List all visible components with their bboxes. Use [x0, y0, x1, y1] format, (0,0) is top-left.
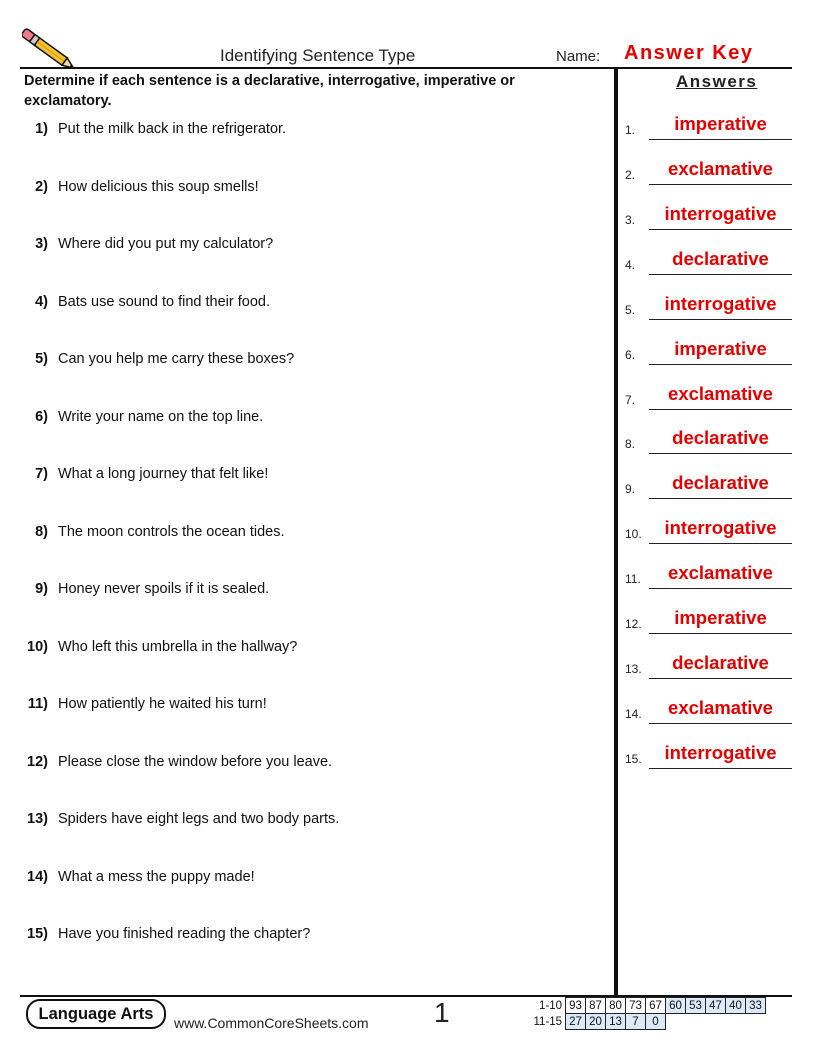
- score-cell: 67: [646, 998, 666, 1014]
- answer-line: [649, 274, 792, 275]
- answer-line: [649, 409, 792, 410]
- answer-number: 13.: [625, 662, 642, 676]
- question-text: Spiders have eight legs and two body parts.: [58, 811, 340, 827]
- answer-number: 15.: [625, 752, 642, 766]
- answer-item: [0, 383, 816, 413]
- answer-text: interrogative: [664, 293, 777, 314]
- question-item: [0, 926, 600, 950]
- answer-item: [0, 607, 816, 637]
- name-label: Name:: [556, 48, 601, 65]
- page-title: Identifying Sentence Type: [220, 46, 416, 65]
- answer-number: 3.: [625, 213, 636, 227]
- answer-number: 5.: [625, 303, 636, 317]
- answer-item: [0, 742, 816, 772]
- pencil-icon: [22, 22, 82, 70]
- score-cell: 33: [746, 998, 766, 1014]
- question-item: [0, 869, 600, 893]
- answer-number: 2.: [625, 168, 636, 182]
- question-text: What a long journey that felt like!: [58, 466, 269, 482]
- score-row-label: 11-15: [533, 1015, 562, 1028]
- website-link[interactable]: www.CommonCoreSheets.com: [174, 1015, 369, 1031]
- question-text: Write your name on the top line.: [58, 409, 264, 425]
- score-row: [528, 1014, 766, 1030]
- answer-number: 1.: [625, 123, 636, 137]
- question-number: 10): [27, 639, 48, 655]
- answer-text: interrogative: [664, 203, 777, 224]
- answer-text: exclamative: [668, 158, 773, 179]
- answer-line: [649, 139, 792, 140]
- answer-item: [0, 517, 816, 547]
- question-number: 9): [35, 581, 48, 597]
- header-rule: [20, 67, 792, 69]
- answer-line: [649, 588, 792, 589]
- question-text: Have you finished reading the chapter?: [58, 926, 311, 942]
- answer-line: [649, 723, 792, 724]
- score-cell: 27: [566, 1014, 586, 1030]
- answer-text: imperative: [674, 607, 767, 628]
- question-text: The moon controls the ocean tides.: [58, 524, 285, 540]
- question-number: 5): [35, 351, 48, 367]
- answer-line: [649, 229, 792, 230]
- answer-text: interrogative: [664, 742, 777, 763]
- question-number: 11): [27, 696, 48, 712]
- answer-line: [649, 364, 792, 365]
- question-text: Can you help me carry these boxes?: [58, 351, 295, 367]
- answer-text: declarative: [672, 472, 769, 493]
- score-cell: 80: [606, 998, 626, 1014]
- score-cell: 7: [626, 1014, 646, 1030]
- score-cell-empty: [746, 1014, 766, 1030]
- answer-number: 7.: [625, 393, 636, 407]
- answer-text: interrogative: [664, 517, 777, 538]
- question-text: Put the milk back in the refrigerator.: [58, 121, 287, 137]
- answer-text: imperative: [674, 338, 767, 359]
- score-cell-empty: [666, 1014, 686, 1030]
- answer-line: [649, 453, 792, 454]
- score-row-label: 1-10: [538, 999, 562, 1012]
- score-cell: 0: [646, 1014, 666, 1030]
- answer-line: [649, 184, 792, 185]
- question-text: What a mess the puppy made!: [58, 869, 255, 885]
- score-table: [528, 997, 766, 1030]
- score-cell: 93: [566, 998, 586, 1014]
- question-text: How delicious this soup smells!: [58, 179, 259, 195]
- question-text: Where did you put my calculator?: [58, 236, 274, 252]
- question-number: 7): [35, 466, 48, 482]
- answer-item: [0, 158, 816, 188]
- instructions: Determine if each sentence is a declarative, interrogative, imperative or exclamatory.: [24, 73, 515, 109]
- score-row: [528, 998, 766, 1014]
- answer-text: exclamative: [668, 562, 773, 583]
- score-cell: 13: [606, 1014, 626, 1030]
- question-text: How patiently he waited his turn!: [58, 696, 267, 712]
- answer-text: imperative: [674, 113, 767, 134]
- subject-badge: Language Arts: [26, 999, 166, 1029]
- question-number: 14): [27, 869, 48, 885]
- question-text: Who left this umbrella in the hallway?: [58, 639, 298, 655]
- answer-item: [0, 562, 816, 592]
- answer-item: [0, 652, 816, 682]
- name-value: Answer Key: [624, 42, 754, 64]
- score-cell: 53: [686, 998, 706, 1014]
- answer-number: 9.: [625, 482, 636, 496]
- answer-item: [0, 472, 816, 502]
- answer-line: [649, 319, 792, 320]
- answer-text: exclamative: [668, 697, 773, 718]
- page-number: 1: [434, 997, 450, 1028]
- answer-text: exclamative: [668, 383, 773, 404]
- answer-item: [0, 248, 816, 278]
- question-number: 4): [35, 294, 48, 310]
- score-cell-empty: [706, 1014, 726, 1030]
- answer-number: 6.: [625, 348, 636, 362]
- score-cell: 20: [586, 1014, 606, 1030]
- answer-item: [0, 427, 816, 457]
- answer-item: [0, 203, 816, 233]
- answer-number: 8.: [625, 437, 636, 451]
- score-cell: 40: [726, 998, 746, 1014]
- question-text: Honey never spoils if it is sealed.: [58, 581, 270, 597]
- question-number: 8): [35, 524, 48, 540]
- answer-number: 12.: [625, 617, 642, 631]
- question-number: 1): [35, 121, 48, 137]
- answer-text: declarative: [672, 248, 769, 269]
- answer-line: [649, 498, 792, 499]
- answer-line: [649, 633, 792, 634]
- score-cell: 73: [626, 998, 646, 1014]
- answer-line: [649, 543, 792, 544]
- question-text: Please close the window before you leave.: [58, 754, 333, 770]
- answer-item: [0, 113, 816, 143]
- score-cell: 60: [666, 998, 686, 1014]
- answer-number: 11.: [625, 572, 641, 586]
- question-number: 3): [35, 236, 48, 252]
- score-cell-empty: [686, 1014, 706, 1030]
- answer-text: declarative: [672, 652, 769, 673]
- answer-number: 14.: [625, 707, 642, 721]
- score-cell: 87: [586, 998, 606, 1014]
- question-item: [0, 811, 600, 835]
- answers-heading: Answers: [676, 72, 758, 91]
- answer-item: [0, 293, 816, 323]
- question-number: 2): [35, 179, 48, 195]
- answer-number: 10.: [625, 527, 642, 541]
- answer-text: declarative: [672, 427, 769, 448]
- answer-item: [0, 697, 816, 727]
- question-text: Bats use sound to find their food.: [58, 294, 270, 310]
- question-number: 15): [27, 926, 48, 942]
- question-number: 12): [27, 754, 48, 770]
- score-cell-empty: [726, 1014, 746, 1030]
- question-number: 13): [27, 811, 48, 827]
- answer-line: [649, 678, 792, 679]
- answer-number: 4.: [625, 258, 636, 272]
- answer-line: [649, 768, 792, 769]
- question-number: 6): [35, 409, 48, 425]
- score-cell: 47: [706, 998, 726, 1014]
- answer-item: [0, 338, 816, 368]
